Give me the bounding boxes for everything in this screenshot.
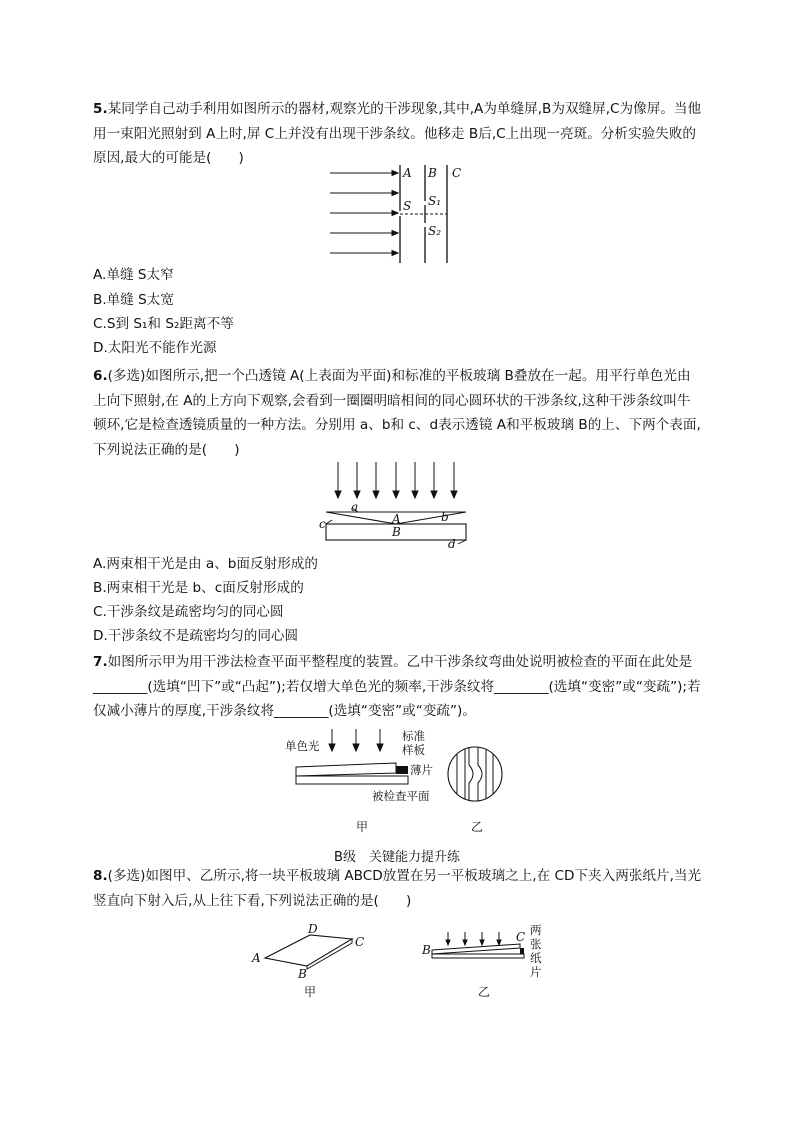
standard-plate	[296, 763, 396, 776]
test-plane	[296, 776, 408, 784]
q6-stem-text: (多选)如图所示,把一个凸透镜 A(上表面为平面)和标准的平板玻璃 B叠放在一起。用平行单色光由上向下照射,在 A的上方向下观察,会看到一圈圈明暗相间的同心圆环状的干涉条纹,这种干涉条纹叫牛顿环,它是检查透镜质量的一种方法。分别用 a、b和 c、d表示透镜 A和平板玻璃 B的上、下两个表面,下列说法正确的是( )	[93, 368, 701, 458]
label-b: B	[428, 166, 437, 180]
q5-option-d[interactable]: D.太阳光不能作光源	[93, 340, 217, 356]
q5-option-c[interactable]: C.S到 S₁和 S₂距离不等	[93, 316, 234, 332]
q6-option-b[interactable]: B.两束相干光是 b、c面反射形成的	[93, 580, 304, 596]
q5-stem-text: 某同学自己动手利用如图所示的器材,观察光的干涉现象,其中,A为单缝屏,B为双缝屏,C为像屏。当他用一束阳光照射到 A上时,屏 C上并没有出现干涉条纹。他移走 B后,C上出现一亮斑。分析实验失败的原因,最大的可能是( )	[93, 101, 702, 166]
q8-figure-yi	[420, 922, 550, 982]
label-c: c	[319, 517, 326, 531]
label-b: B	[422, 943, 431, 957]
q7-stem-text: 如图所示甲为用干涉法检查平面平整程度的装置。乙中干涉条纹弯曲处说明被检查的平面在此处是________(选填“凹下”或“凸起”);若仅增大单色光的频率,干涉条纹将________(选填“变密”或“变疏”);若仅减小薄片的厚度,干涉条纹将________(选填“变密”或“变疏”)。	[93, 654, 701, 719]
label-monochromatic-light: 单色光	[285, 739, 320, 753]
label-b: b	[441, 510, 449, 524]
label-paper-2: 张	[530, 937, 542, 951]
label-standard-2: 样板	[402, 743, 425, 757]
q7-stem	[93, 650, 703, 724]
label-s: S	[403, 199, 412, 213]
q6-option-d[interactable]: D.干涉条纹不是疏密均匀的同心圆	[93, 628, 299, 644]
fringe-circle	[448, 747, 502, 801]
section-title: B级 关键能力提升练	[334, 850, 460, 865]
label-paper-3: 纸	[530, 951, 542, 965]
q7-caption-jia: 甲	[356, 820, 369, 834]
q6-option-c[interactable]: C.干涉条纹是疏密均匀的同心圆	[93, 604, 284, 620]
leader-d	[458, 540, 466, 544]
q5-option-a[interactable]: A.单缝 S太窄	[93, 267, 174, 283]
q6-number: 6.	[93, 368, 108, 384]
label-a: A	[252, 951, 261, 965]
label-standard-1: 标准	[402, 729, 425, 743]
label-plate-b: B	[392, 525, 401, 539]
label-d: d	[448, 537, 456, 551]
q8-caption-yi: 乙	[478, 985, 491, 999]
paper-sheets	[520, 948, 524, 954]
sunlight-rays	[330, 171, 398, 256]
q7-caption-yi: 乙	[471, 820, 484, 834]
q7-figure-yi	[446, 745, 504, 803]
label-test-surface: 被检查平面	[372, 789, 430, 803]
thin-sheet	[396, 766, 408, 774]
label-s2: S₂	[428, 224, 442, 238]
light-arrows	[329, 729, 383, 751]
q5-number: 5.	[93, 101, 108, 117]
q7-figure-jia	[284, 727, 444, 807]
q7-number: 7.	[93, 654, 108, 670]
q5-stem	[93, 97, 703, 171]
label-s1: S₁	[428, 194, 442, 208]
label-c: C	[355, 935, 365, 949]
label-thin-sheet: 薄片	[410, 763, 433, 777]
label-paper-4: 片	[530, 965, 542, 979]
label-d: D	[308, 922, 318, 936]
q8-caption-jia: 甲	[304, 985, 317, 999]
incident-light-arrows	[335, 462, 457, 498]
q6-figure	[318, 462, 478, 551]
label-a: a	[351, 500, 359, 514]
lower-glass	[432, 954, 524, 958]
leader-c	[326, 520, 332, 524]
q6-stem	[93, 364, 703, 462]
label-lens-a: A	[392, 512, 401, 526]
light-arrows	[446, 932, 501, 945]
q5-option-b[interactable]: B.单缝 S太宽	[93, 292, 174, 308]
q8-stem	[93, 864, 703, 913]
q8-figure-jia	[250, 922, 370, 980]
upper-glass	[432, 944, 520, 954]
interference-fringes	[457, 745, 493, 803]
label-a: A	[403, 166, 412, 180]
label-paper-1: 两	[530, 923, 542, 937]
label-c: C	[516, 930, 526, 944]
q5-figure	[330, 163, 470, 265]
q6-option-a[interactable]: A.两束相干光是由 a、b面反射形成的	[93, 556, 318, 572]
label-b: B	[298, 967, 307, 981]
q8-stem-text: (多选)如图甲、乙所示,将一块平板玻璃 ABCD放置在另一平板玻璃之上,在 CD下夹入两张纸片,当光竖直向下射入后,从上往下看,下列说法正确的是( )	[93, 868, 702, 909]
q8-number: 8.	[93, 868, 108, 884]
label-c: C	[452, 166, 462, 180]
